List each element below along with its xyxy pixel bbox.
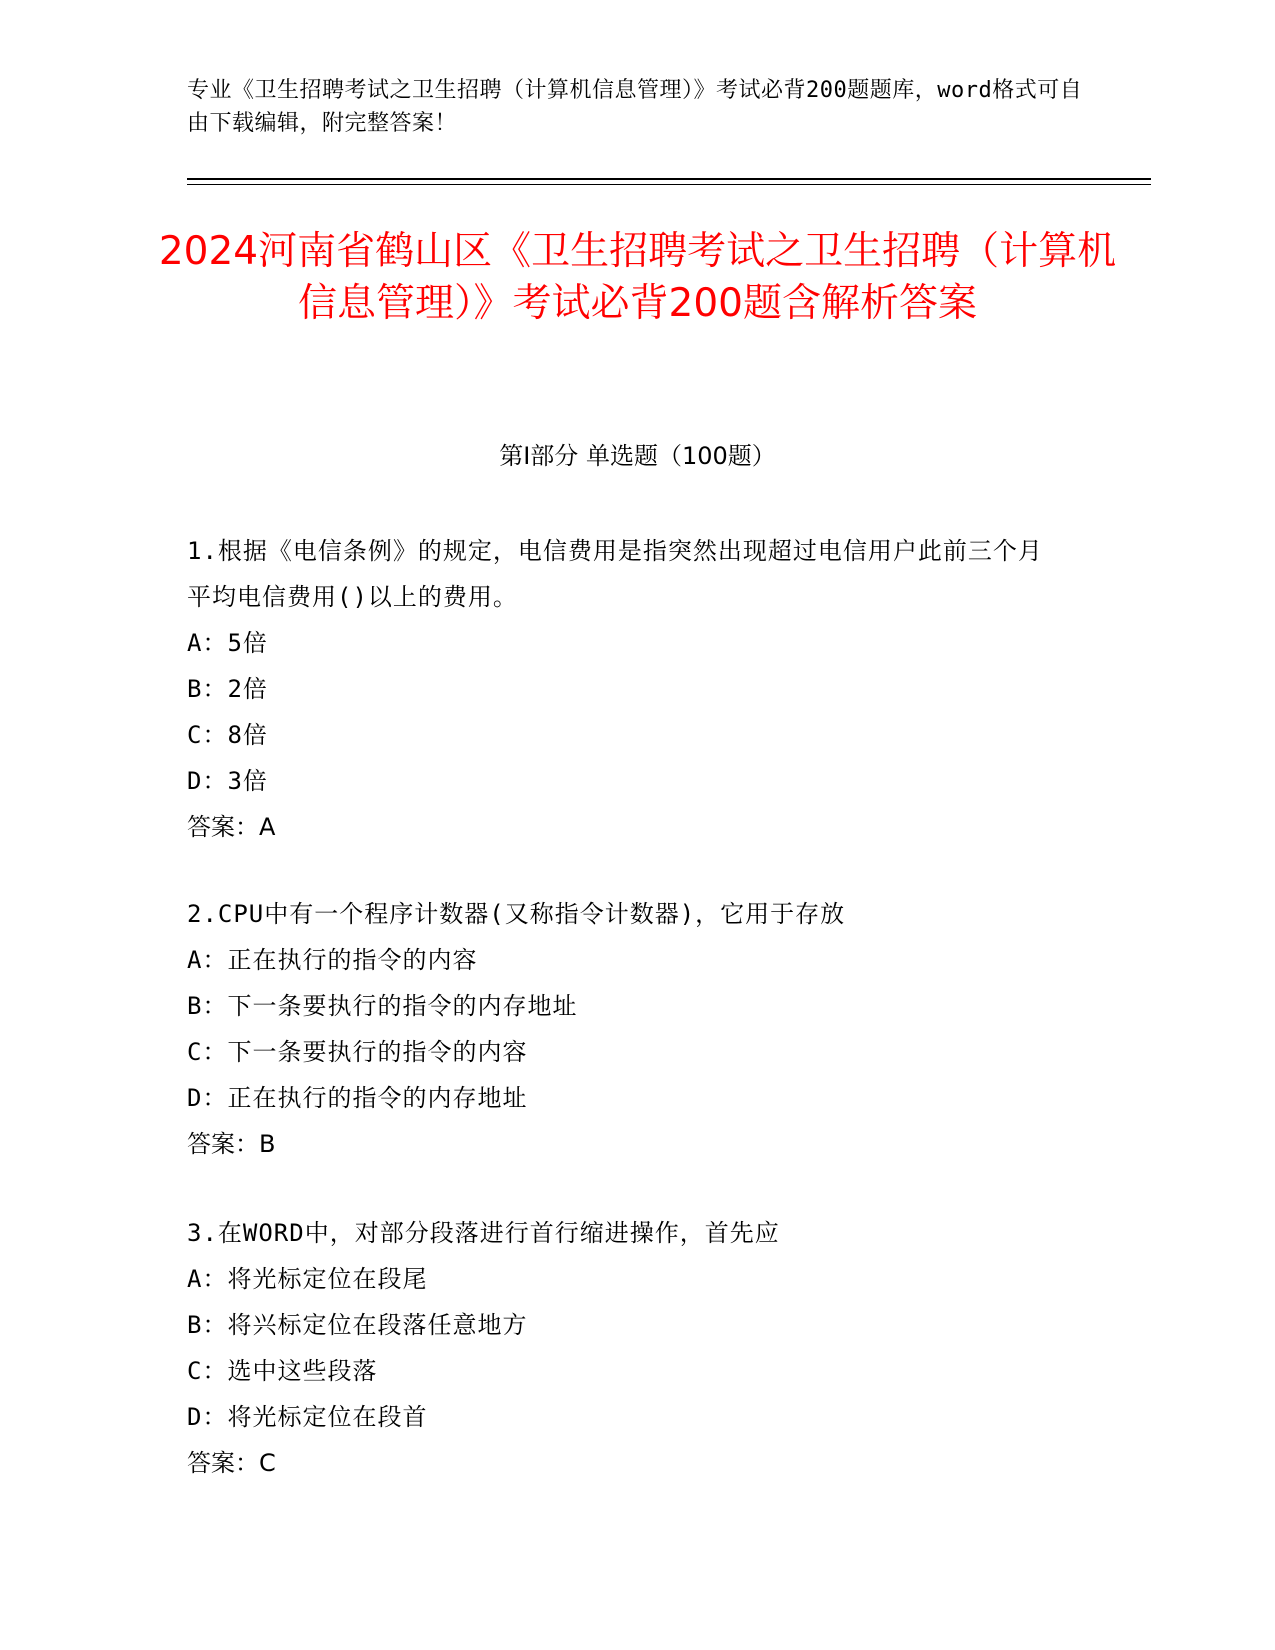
header-rule-thick xyxy=(187,178,1151,180)
option-b: B：2倍 xyxy=(187,675,268,703)
option-a: A：正在执行的指令的内容 xyxy=(187,946,478,974)
answer: 答案：C xyxy=(187,1449,276,1477)
option-d: D：3倍 xyxy=(187,767,268,795)
option-a: A：将光标定位在段尾 xyxy=(187,1265,428,1293)
header-note: 专业《卫生招聘考试之卫生招聘（计算机信息管理）》考试必背200题题库，word格式可自由下载编辑，附完整答案！ xyxy=(187,78,1083,136)
option-d: D：正在执行的指令的内存地址 xyxy=(187,1084,528,1112)
question-stem: 1.根据《电信条例》的规定，电信费用是指突然出现超过电信用户此前三个月平均电信费用()以上的费用。 xyxy=(187,537,1043,611)
answer: 答案：A xyxy=(187,813,276,841)
section-heading: 第Ⅰ部分 单选题（100题） xyxy=(499,442,776,470)
answer: 答案：B xyxy=(187,1130,276,1158)
header-rule-thin xyxy=(187,184,1151,185)
option-a: A：5倍 xyxy=(187,629,268,657)
document-title: 2024河南省鹤山区《卫生招聘考试之卫生招聘（计算机信息管理）》考试必背200题含解析答案 xyxy=(158,229,1117,326)
question-2 xyxy=(187,891,1067,1167)
option-c: C：下一条要执行的指令的内容 xyxy=(187,1038,528,1066)
question-stem: 3.在WORD中，对部分段落进行首行缩进操作，首先应 xyxy=(187,1219,780,1247)
question-3 xyxy=(187,1210,1067,1486)
option-d: D：将光标定位在段首 xyxy=(187,1403,428,1431)
option-c: C：8倍 xyxy=(187,721,268,749)
option-b: B：下一条要执行的指令的内存地址 xyxy=(187,992,578,1020)
question-stem: 2.CPU中有一个程序计数器(又称指令计数器)，它用于存放 xyxy=(187,900,846,928)
option-b: B：将兴标定位在段落任意地方 xyxy=(187,1311,528,1339)
question-1 xyxy=(187,528,1067,850)
option-c: C：选中这些段落 xyxy=(187,1357,378,1385)
